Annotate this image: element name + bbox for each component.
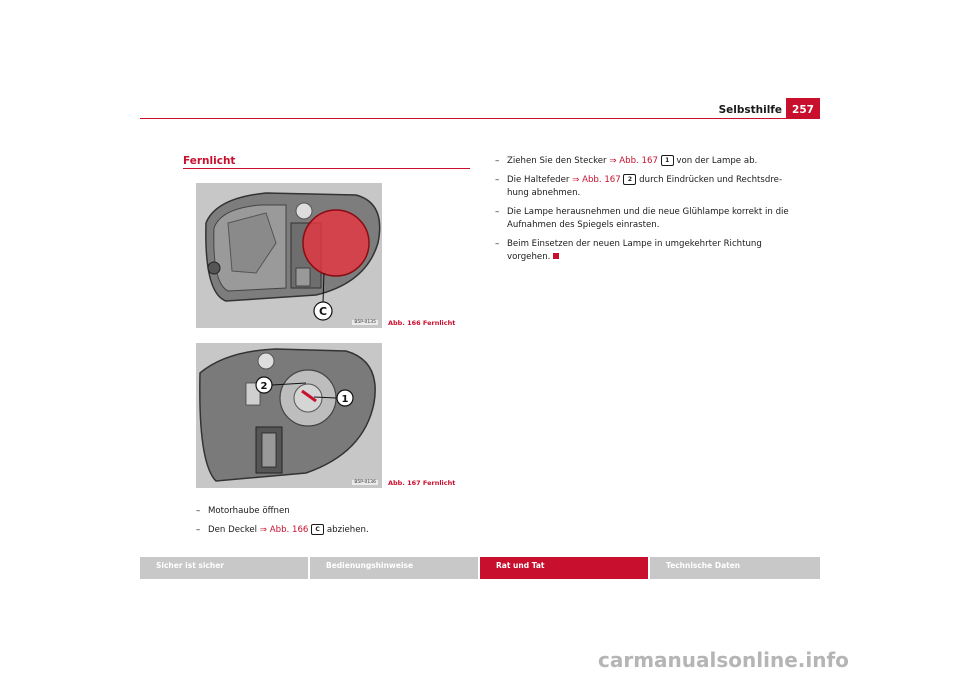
figure-reference-link[interactable]: ⇒ Abb. 167 <box>572 175 621 185</box>
figure-reference-link[interactable]: ⇒ Abb. 167 <box>609 156 658 166</box>
figure-caption-166: Abb. 166 Fernlicht <box>388 319 456 327</box>
figure-code: B5P-0135 <box>354 320 376 325</box>
step-reassemble: – Beim Einsetzen der neuen Lampe in umgekehrter Richtung vorgehen. <box>495 239 762 262</box>
headlight-illustration-2 <box>196 343 382 488</box>
step-remove-spring: – Die Haltefeder ⇒ Abb. 167 2 durch Eindrücken und Rechtsdre- hung abnehmen. <box>495 175 783 198</box>
section-end-mark <box>553 253 559 259</box>
callout-2-label: 2 <box>260 381 268 392</box>
footer-tab-technische-daten[interactable]: Technische Daten <box>650 557 820 579</box>
callout-1-label: 1 <box>341 394 349 405</box>
step-unplug-connector: – Ziehen Sie den Stecker ⇒ Abb. 167 1 von der Lampe ab. <box>495 156 758 166</box>
watermark: carmanualsonline.info <box>598 648 849 672</box>
step-remove-cover: – Den Deckel ⇒ Abb. 166 C abziehen. <box>196 525 369 535</box>
page-header-title: Selbsthilfe <box>718 104 782 116</box>
section-rule <box>183 168 470 169</box>
footer-tab-bedienungshinweise[interactable]: Bedienungshinweise <box>310 557 478 579</box>
headlight-illustration-1 <box>196 183 382 328</box>
section-title: Fernlicht <box>183 155 236 167</box>
step-open-hood: – Motorhaube öffnen <box>196 506 290 516</box>
footer-tab-sicher-ist-sicher[interactable]: Sicher ist sicher <box>140 557 308 579</box>
figure-code: B5P-0136 <box>354 480 376 485</box>
header-rule <box>140 118 820 119</box>
figure-167-bulb-holder <box>196 343 382 488</box>
callout-c-label: C <box>318 305 328 318</box>
figure-166-headlight-cover <box>196 183 382 328</box>
footer-tab-rat-und-tat[interactable]: Rat und Tat <box>480 557 648 579</box>
figure-reference-link[interactable]: ⇒ Abb. 166 <box>259 525 309 535</box>
page-number: 257 <box>786 98 820 118</box>
figure-caption-167: Abb. 167 Fernlicht <box>388 479 456 487</box>
step-replace-bulb: – Die Lampe herausnehmen und die neue Glühlampe korrekt in die Aufnahmen des Spiegels einrasten. <box>495 207 789 230</box>
